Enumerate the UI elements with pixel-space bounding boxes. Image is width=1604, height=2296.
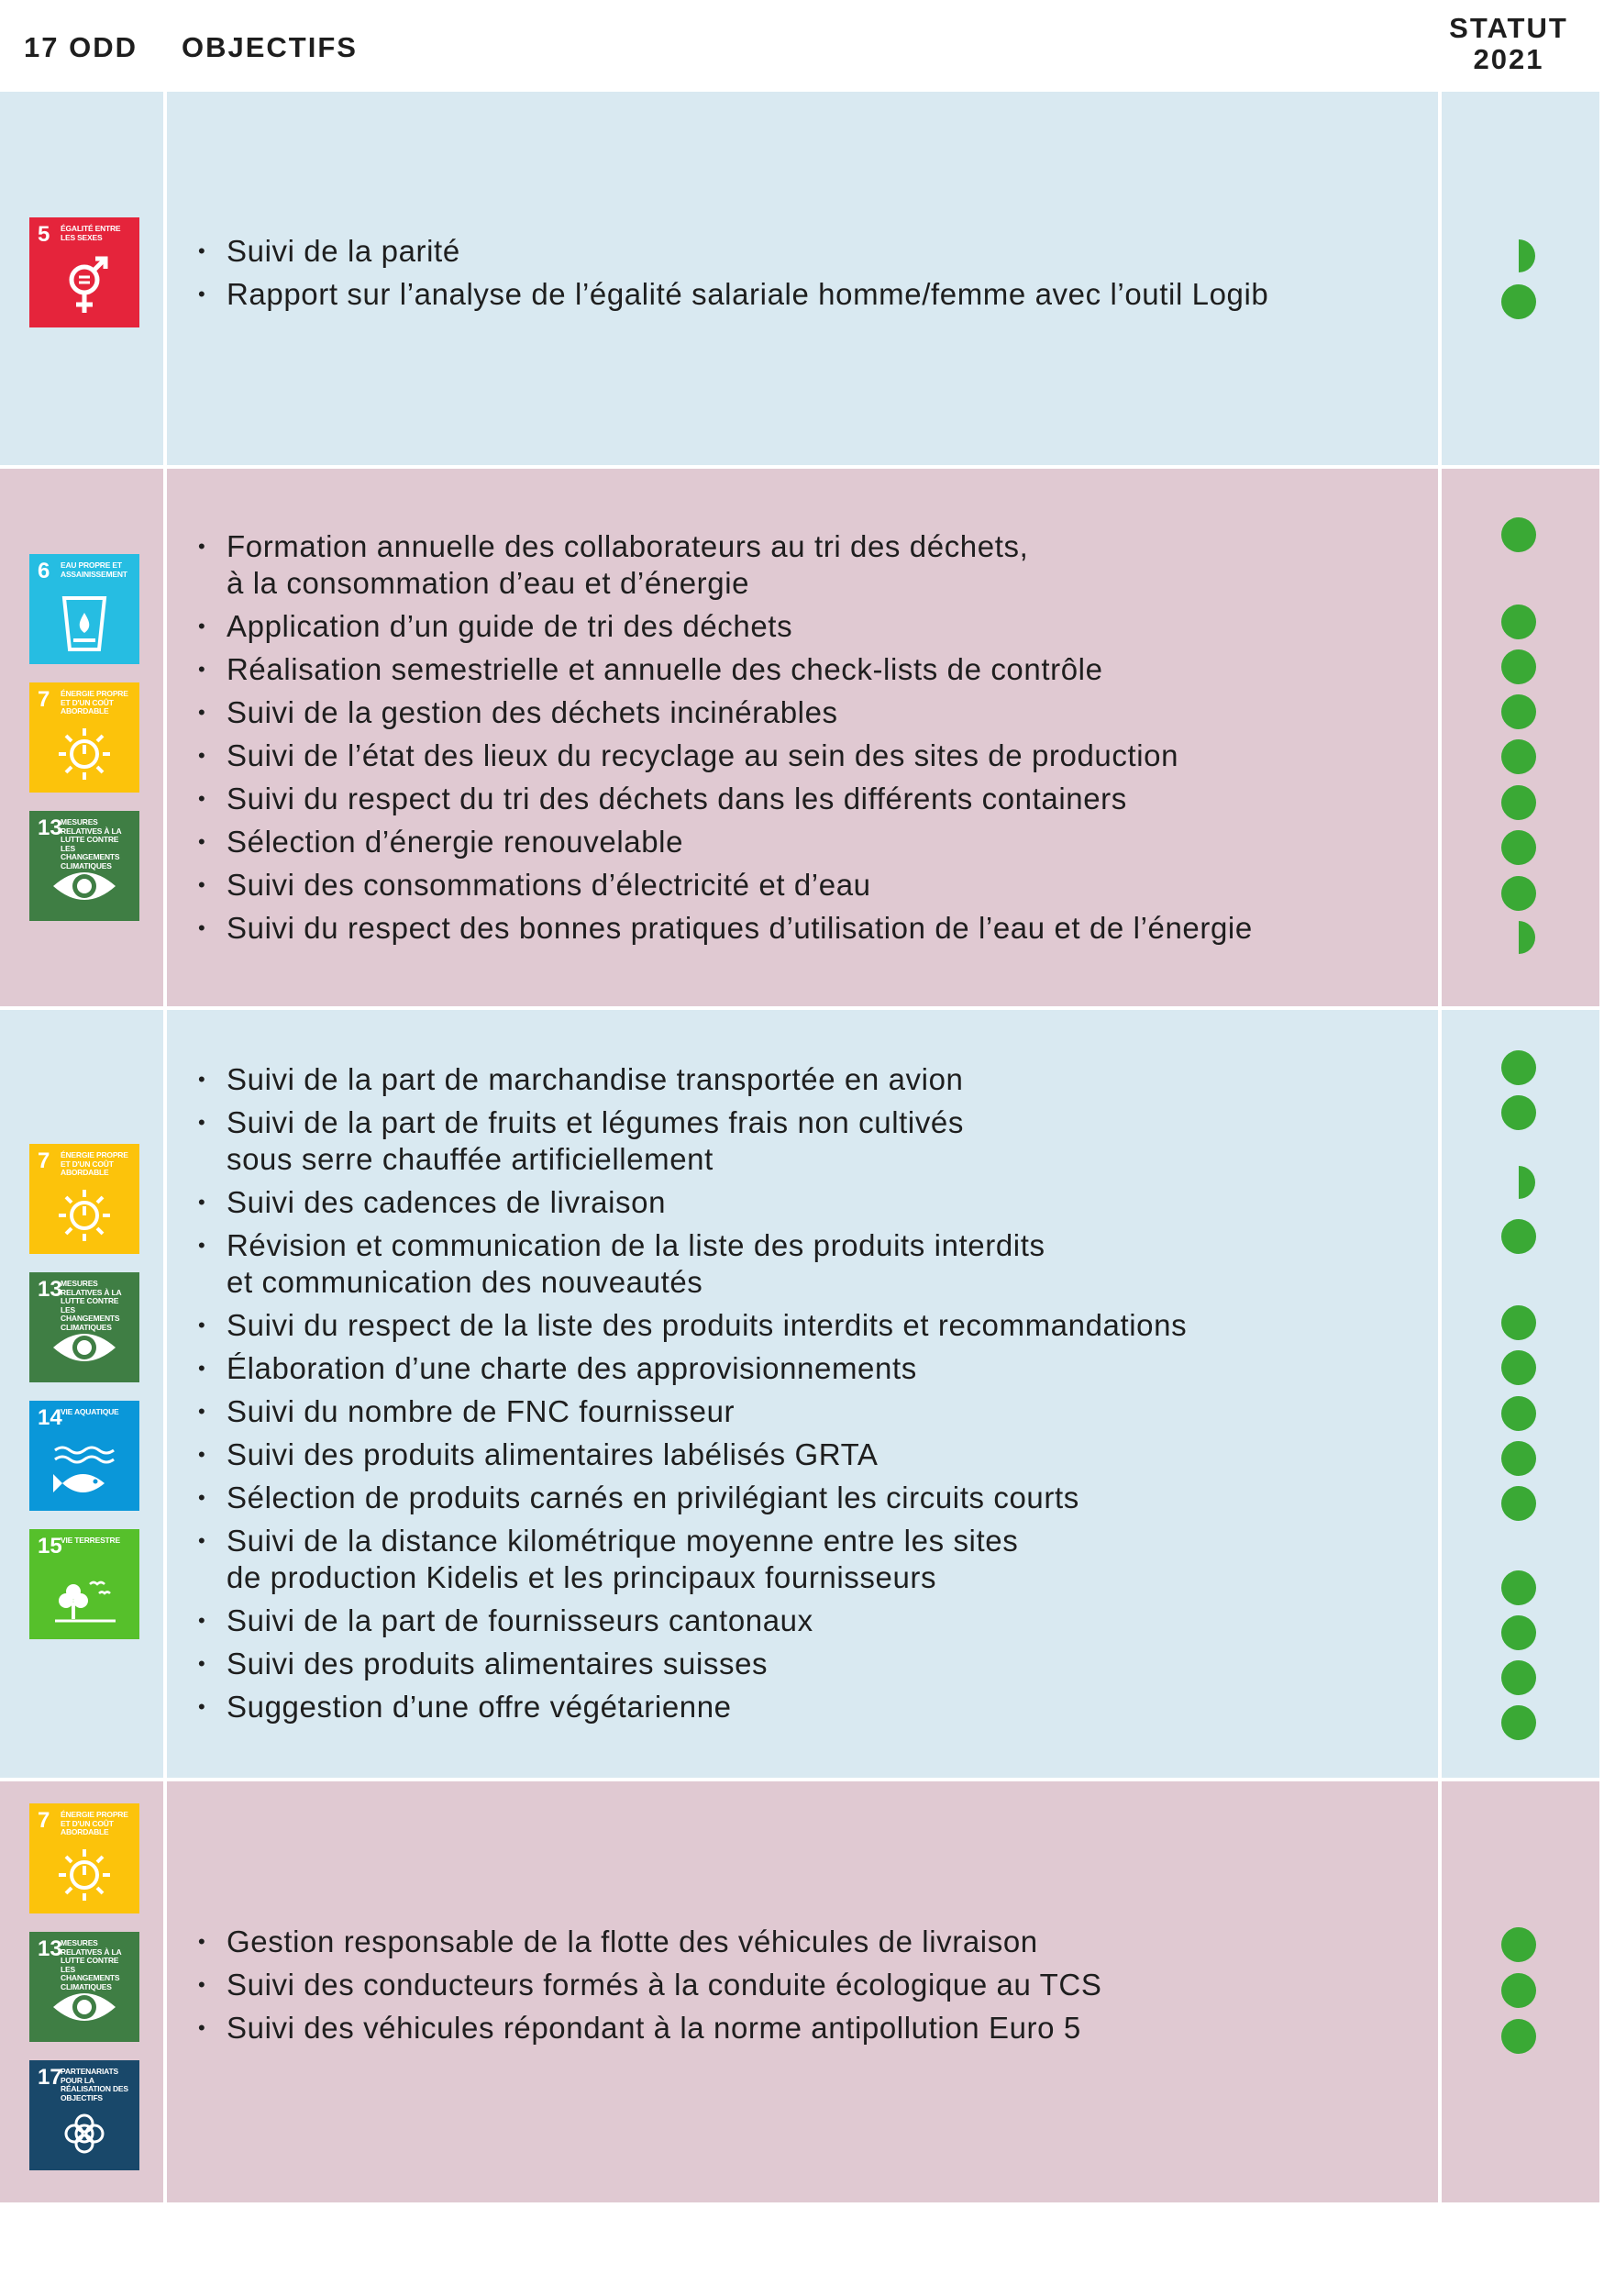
list-item: • Suivi de la distance kilométrique moyenne entre les sites de production Kidelis et les principaux fournisseurs: [193, 1523, 1421, 1596]
list-item: • Formation annuelle des collaborateurs au tri des déchets, à la consommation d’eau et d’énergie: [193, 528, 1421, 602]
list-item: • Suivi des cadences de livraison: [193, 1184, 1421, 1221]
sdg-number: 7: [38, 687, 50, 712]
water-glass-icon: [29, 554, 139, 664]
sdg-tile-7: [29, 682, 139, 793]
status-done-icon: [1500, 2018, 1537, 2055]
sdg-title: ÉNERGIE PROPRE ET D'UN COÛT ABORDABLE: [61, 1150, 128, 1177]
earth-eye-icon: [29, 1932, 139, 2042]
sdg-tile-14: [29, 1401, 139, 1511]
status-done-icon: [1500, 1485, 1537, 1522]
status-done-icon: [1500, 1440, 1537, 1477]
status-partial-icon: [1500, 1164, 1537, 1201]
list-item: • Élaboration d’une charte des approvisionnements: [193, 1350, 1421, 1387]
status-done-icon: [1500, 738, 1537, 775]
list-item: • Suivi du respect du tri des déchets dans les différents containers: [193, 781, 1421, 817]
status-done-icon: [1500, 1049, 1537, 1086]
section-fleet: [0, 1781, 1599, 2202]
list-item: • Suivi des véhicules répondant à la norme antipollution Euro 5: [193, 2010, 1421, 2046]
status-done-icon: [1500, 516, 1537, 553]
sdg-tile-13: [29, 1932, 139, 2042]
sdg-number: 13: [38, 1936, 62, 1961]
status-done-icon: [1500, 1218, 1537, 1255]
sdg-title: PARTENARIATS POUR LA RÉALISATION DES OBJECTIFS: [61, 2067, 128, 2102]
sun-power-icon: [29, 682, 139, 793]
sdg-title: VIE AQUATIQUE: [61, 1407, 119, 1416]
status-partial-icon: [1500, 238, 1537, 274]
sdg-title: MESURES RELATIVES À LA LUTTE CONTRE LES CHANGEMENTS CLIMATIQUES: [61, 817, 122, 871]
sdg-title: ÉGALITÉ ENTRE LES SEXES: [61, 224, 121, 242]
sdg-tile-7: [29, 1144, 139, 1254]
status-done-icon: [1500, 1614, 1537, 1651]
status-partial-icon: [1500, 919, 1537, 956]
sdg-tile-17: [29, 2060, 139, 2170]
list-item: • Suivi des consommations d’électricité et d’eau: [193, 867, 1421, 904]
sdg-number: 5: [38, 222, 50, 247]
sdg-number: 13: [38, 815, 62, 840]
sdg-number: 15: [38, 1534, 62, 1558]
header-status: [1440, 13, 1577, 75]
list-item: • Rapport sur l’analyse de l’égalité salariale homme/femme avec l’outil Logib: [193, 276, 1421, 313]
status-done-icon: [1500, 1926, 1537, 1963]
status-done-icon: [1500, 1395, 1537, 1432]
earth-eye-icon: [29, 811, 139, 921]
list-item: • Suivi de la parité: [193, 233, 1421, 270]
status-done-icon: [1500, 693, 1537, 730]
sdg-tile-6: [29, 554, 139, 664]
objectives-list: [193, 1061, 1421, 1732]
tree-birds-icon: [29, 1529, 139, 1639]
list-item: • Suivi de la part de marchandise transportée en avion: [193, 1061, 1421, 1098]
status-done-icon: [1500, 283, 1537, 320]
sdg-tile-13: [29, 811, 139, 921]
status-done-icon: [1500, 875, 1537, 912]
list-item: • Révision et communication de la liste des produits interdits et communication des nouveautés: [193, 1227, 1421, 1301]
list-item: • Application d’un guide de tri des déchets: [193, 608, 1421, 645]
status-done-icon: [1500, 1094, 1537, 1131]
objectives-list: [193, 233, 1421, 319]
sdg-title: ÉNERGIE PROPRE ET D'UN COÛT ABORDABLE: [61, 689, 128, 715]
status-done-icon: [1500, 604, 1537, 640]
sdg-tile-13: [29, 1272, 139, 1382]
earth-eye-icon: [29, 1272, 139, 1382]
objectives-list: [193, 1924, 1421, 2053]
sun-power-icon: [29, 1144, 139, 1254]
status-done-icon: [1500, 829, 1537, 866]
list-item: • Suggestion d’une offre végétarienne: [193, 1689, 1421, 1725]
list-item: • Suivi du respect des bonnes pratiques d’utilisation de l’eau et de l’énergie: [193, 910, 1421, 947]
list-item: • Réalisation semestrielle et annuelle des check-lists de contrôle: [193, 651, 1421, 688]
list-item: • Suivi de l’état des lieux du recyclage au sein des sites de production: [193, 738, 1421, 774]
sdg-number: 7: [38, 1808, 50, 1833]
list-item: • Suivi de la gestion des déchets incinérables: [193, 694, 1421, 731]
sdg-tile-7: [29, 1803, 139, 1913]
status-done-icon: [1500, 1704, 1537, 1741]
sdg-number: 6: [38, 559, 50, 583]
status-done-icon: [1500, 1659, 1537, 1696]
section-supply: [0, 1010, 1599, 1778]
header-odd: 17 ODD: [24, 31, 138, 63]
fish-waves-icon: [29, 1401, 139, 1511]
sdg-number: 7: [38, 1148, 50, 1173]
list-item: • Suivi des conducteurs formés à la conduite écologique au TCS: [193, 1967, 1421, 2003]
section-gender: [0, 92, 1599, 465]
header-objectives: OBJECTIFS: [182, 31, 358, 63]
list-item: • Suivi de la part de fournisseurs cantonaux: [193, 1603, 1421, 1639]
status-done-icon: [1500, 649, 1537, 685]
sdg-title: MESURES RELATIVES À LA LUTTE CONTRE LES CHANGEMENTS CLIMATIQUES: [61, 1938, 122, 1991]
list-item: • Gestion responsable de la flotte des véhicules de livraison: [193, 1924, 1421, 1960]
section-environment: [0, 469, 1599, 1006]
table-header: [0, 0, 1604, 92]
list-item: • Suivi des produits alimentaires suisses: [193, 1646, 1421, 1682]
list-item: • Sélection de produits carnés en privilégiant les circuits courts: [193, 1480, 1421, 1516]
list-item: • Sélection d’énergie renouvelable: [193, 824, 1421, 860]
list-item: • Suivi du respect de la liste des produits interdits et recommandations: [193, 1307, 1421, 1344]
status-done-icon: [1500, 1972, 1537, 2009]
gender-equality-icon: [29, 217, 139, 327]
header-status-line1: STATUT: [1449, 12, 1568, 44]
status-done-icon: [1500, 1349, 1537, 1386]
partnership-rings-icon: [29, 2060, 139, 2170]
list-item: • Suivi de la part de fruits et légumes frais non cultivés sous serre chauffée artificiellement: [193, 1104, 1421, 1178]
status-done-icon: [1500, 1569, 1537, 1606]
sdg-number: 14: [38, 1405, 62, 1430]
sdg-tile-5: [29, 217, 139, 327]
sdg-title: MESURES RELATIVES À LA LUTTE CONTRE LES CHANGEMENTS CLIMATIQUES: [61, 1279, 122, 1332]
list-item: • Suivi des produits alimentaires labélisés GRTA: [193, 1436, 1421, 1473]
sdg-title: VIE TERRESTRE: [61, 1536, 120, 1545]
status-done-icon: [1500, 1304, 1537, 1341]
sdg-title: EAU PROPRE ET ASSAINISSEMENT: [61, 560, 127, 579]
list-item: • Suivi du nombre de FNC fournisseur: [193, 1393, 1421, 1430]
sun-power-icon: [29, 1803, 139, 1913]
status-done-icon: [1500, 784, 1537, 821]
sdg-title: ÉNERGIE PROPRE ET D'UN COÛT ABORDABLE: [61, 1810, 128, 1836]
sdg-number: 17: [38, 2065, 62, 2090]
objectives-list: [193, 528, 1421, 953]
header-status-line2: 2021: [1473, 43, 1544, 75]
sdg-number: 13: [38, 1277, 62, 1302]
sdg-tile-15: [29, 1529, 139, 1639]
